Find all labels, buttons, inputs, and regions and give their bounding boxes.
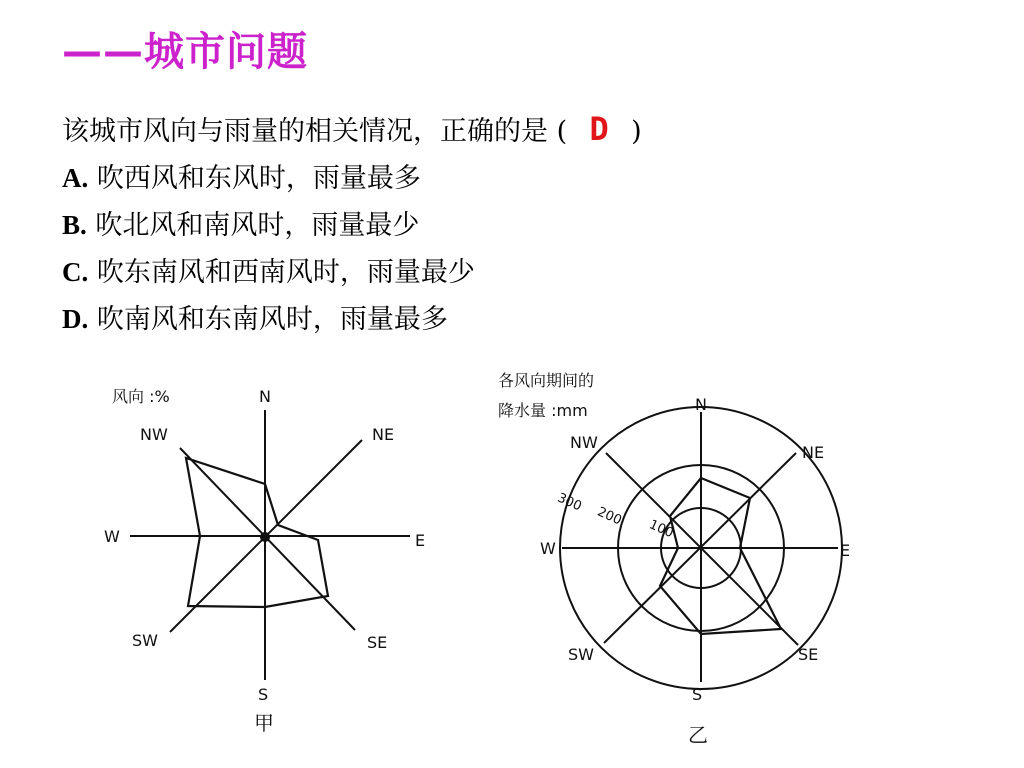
ring-label-100: 100 xyxy=(646,517,676,542)
option-letter: C. xyxy=(62,257,89,287)
dir-label-e: E xyxy=(840,541,851,560)
wind-frequency-polygon xyxy=(186,458,328,607)
caption-b: 乙 xyxy=(688,723,708,747)
question-stem-text: 该城市风向与雨量的相关情况，正确的是 ( xyxy=(62,116,568,147)
dir-label-s: S xyxy=(692,685,703,704)
wind-rose-legend: 风向 :% xyxy=(112,387,170,406)
dir-label-sw: SW xyxy=(568,645,594,664)
ring-label-200: 200 xyxy=(594,504,624,529)
ring-label-300: 300 xyxy=(554,490,584,515)
option-text: 吹东南风和西南风时，雨量最少 xyxy=(96,257,475,288)
dir-label-se: SE xyxy=(367,633,388,652)
question-stem-close: ) xyxy=(631,116,642,147)
option-letter: D. xyxy=(62,304,89,334)
dir-label-se: SE xyxy=(798,645,819,664)
dir-label-w: W xyxy=(104,527,120,546)
dir-label-e: E xyxy=(415,531,426,550)
dir-label-n: N xyxy=(259,387,271,406)
center-point xyxy=(260,532,270,542)
dir-label-nw: NW xyxy=(570,433,598,452)
option-text: 吹北风和南风时，雨量最少 xyxy=(95,210,420,241)
page-title: ——城市问题 xyxy=(62,29,308,75)
rainfall-legend-line1: 各风向期间的 xyxy=(498,371,595,390)
rainfall-legend-line2: 降水量 :mm xyxy=(498,401,588,420)
answer-letter: D xyxy=(589,110,609,148)
dir-label-sw: SW xyxy=(132,631,158,650)
option-letter: B. xyxy=(62,210,87,240)
dir-label-s: S xyxy=(258,685,269,704)
option-text: 吹西风和东风时，雨量最多 xyxy=(96,163,421,194)
dir-label-n: N xyxy=(695,395,707,414)
dir-label-ne: NE xyxy=(802,443,825,462)
option-text: 吹南风和东南风时，雨量最多 xyxy=(96,304,448,335)
dir-label-ne: NE xyxy=(372,425,395,444)
option-letter: A. xyxy=(62,163,89,193)
dir-label-w: W xyxy=(540,539,556,558)
caption-a: 甲 xyxy=(254,711,274,735)
dir-label-nw: NW xyxy=(140,425,168,444)
